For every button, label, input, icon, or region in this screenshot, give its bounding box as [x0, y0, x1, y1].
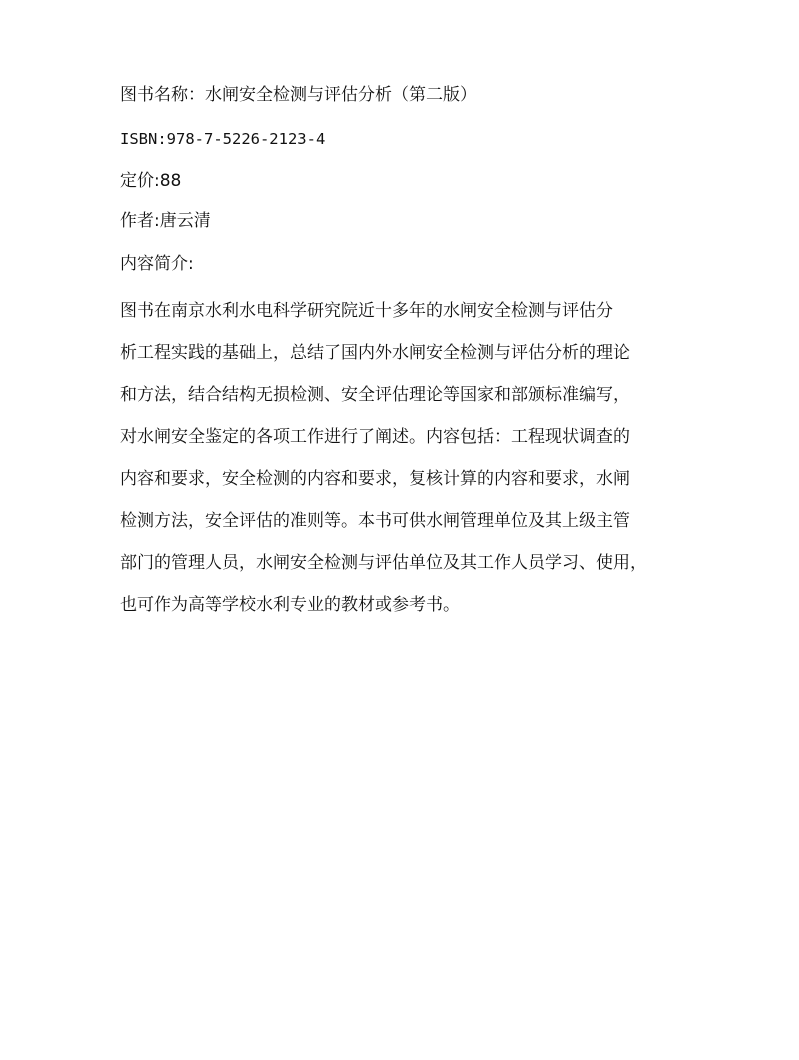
summary-line: 部门的管理人员，水闸安全检测与评估单位及其工作人员学习、使用，	[120, 553, 647, 573]
summary-body	[120, 290, 700, 626]
summary-line: 对水闸安全鉴定的各项工作进行了阐述。内容包括：工程现状调查的	[120, 427, 630, 447]
summary-line: 图书在南京水利水电科学研究院近十多年的水闸安全检测与评估分	[120, 301, 613, 321]
summary-line: 和方法，结合结构无损检测、安全评估理论等国家和部颁标准编写，	[120, 385, 630, 405]
isbn-line: ISBN:978-7-5226-2123-4	[120, 130, 326, 148]
summary-line: 内容和要求，安全检测的内容和要求，复核计算的内容和要求，水闸	[120, 469, 630, 489]
summary-line: 析工程实践的基础上，总结了国内外水闸安全检测与评估分析的理论	[120, 343, 630, 363]
price-line: 定价:88	[120, 171, 182, 191]
author-line: 作者:唐云清	[120, 211, 211, 231]
summary-line: 也可作为高等学校水利专业的教材或参考书。	[120, 595, 460, 615]
book-title-line: 图书名称：水闸安全检测与评估分析（第二版）	[120, 85, 477, 105]
summary-line: 检测方法，安全评估的准则等。本书可供水闸管理单位及其上级主管	[120, 511, 630, 531]
summary-heading: 内容简介:	[120, 254, 194, 274]
